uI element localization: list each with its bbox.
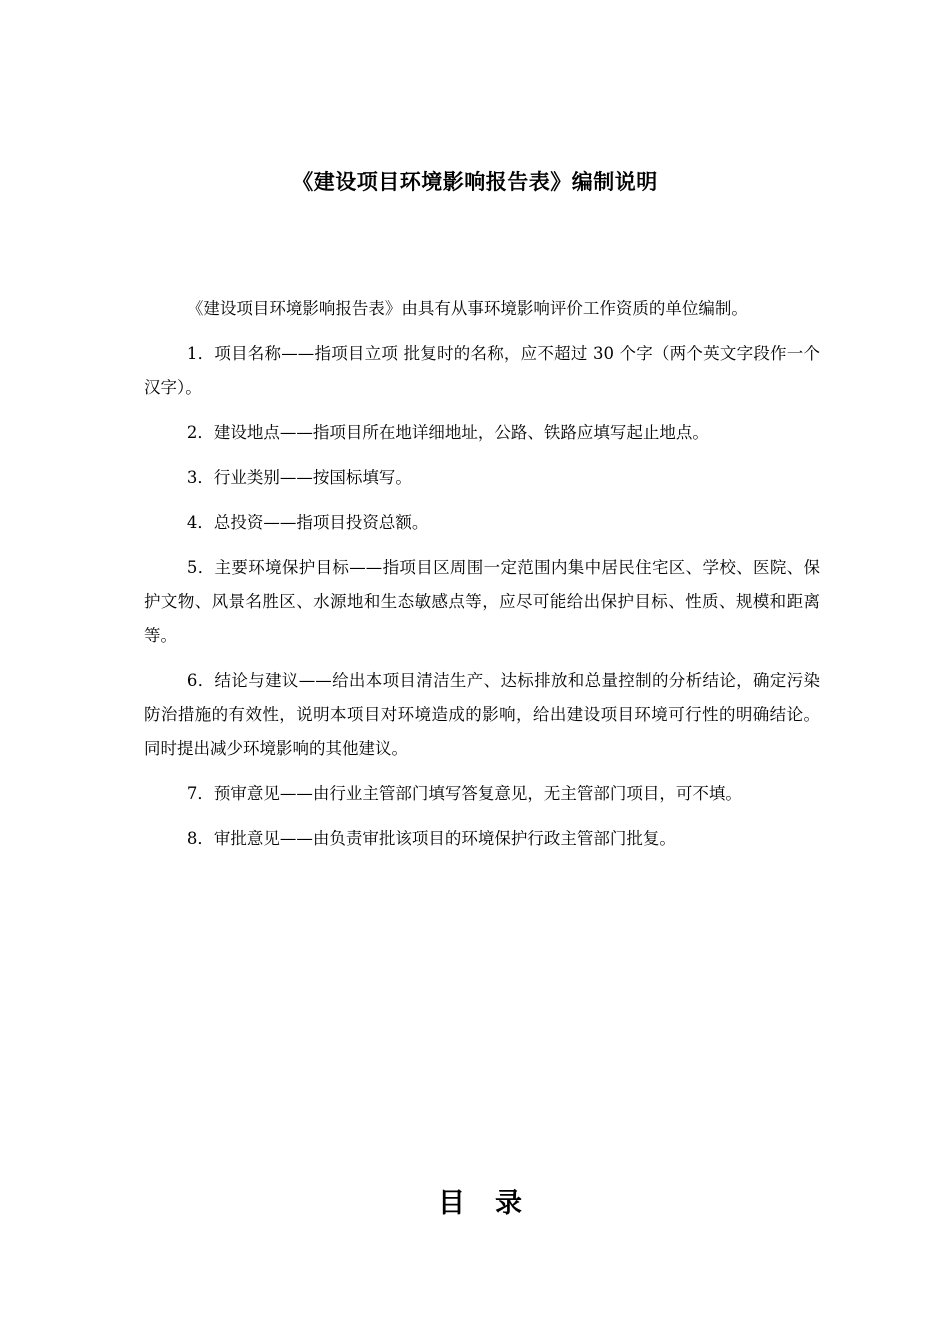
table-of-contents-heading: 目录 [438, 1188, 552, 1219]
intro-paragraph: 《建设项目环境影响报告表》由具有从事环境影响评价工作资质的单位编制。 [186, 299, 748, 318]
item-4-investment: 4．总投资——指项目投资总额。 [186, 513, 429, 532]
item-1-project-name: 1．项目名称——指项目立项 批复时的名称，应不超过 30 个字（两个英文字段作一个汉字）。 [144, 344, 820, 397]
item-3-industry: 3．行业类别——按国标填写。 [186, 468, 412, 487]
document-title: 《建设项目环境影响报告表》编制说明 [292, 169, 658, 194]
item-2-location: 2．建设地点——指项目所在地详细地址，公路、铁路应填写起止地点。 [186, 423, 709, 442]
item-6-conclusions: 6．结论与建议——给出本项目清洁生产、达标排放和总量控制的分析结论，确定污染防治措施的有效性，说明本项目对环境造成的影响，给出建设项目环境可行性的明确结论。同时提出减少环境影响的其他建议。 [144, 671, 820, 758]
item-5-protection-targets: 5．主要环境保护目标——指项目区周围一定范围内集中居民住宅区、学校、医院、保护文物、风景名胜区、水源地和生态敏感点等，应尽可能给出保护目标、性质、规模和距离等。 [144, 558, 820, 645]
document-body [144, 292, 820, 867]
item-7-preliminary-review: 7．预审意见——由行业主管部门填写答复意见，无主管部门项目，可不填。 [186, 784, 742, 803]
item-8-approval: 8．审批意见——由负责审批该项目的环境保护行政主管部门批复。 [186, 829, 676, 848]
